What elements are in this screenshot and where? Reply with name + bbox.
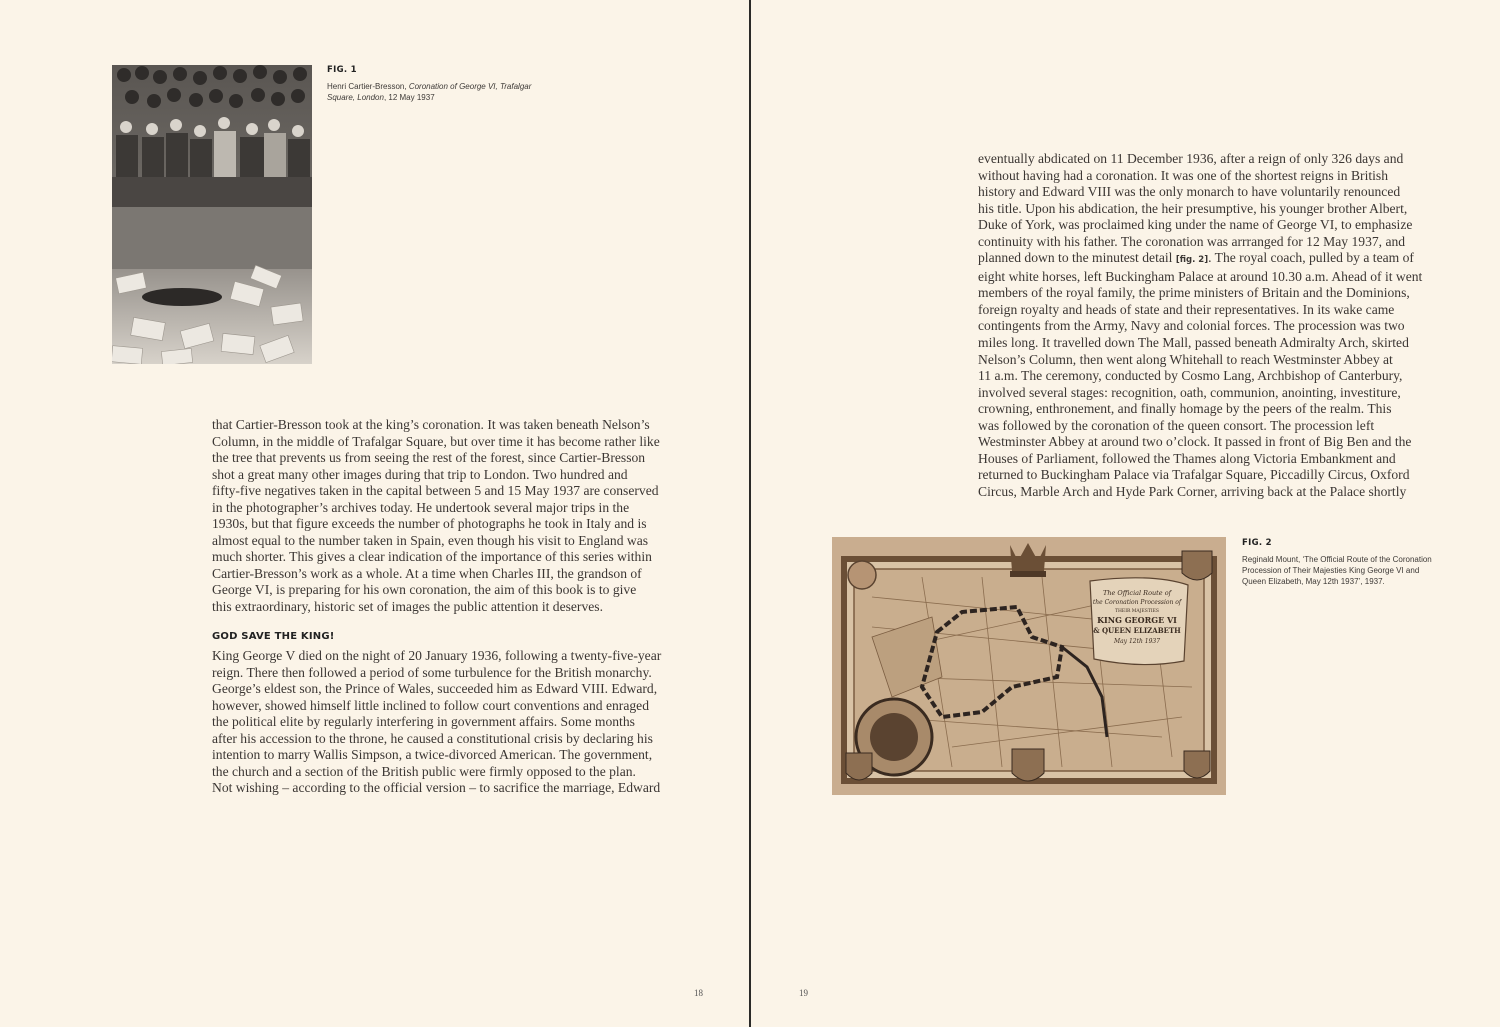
text-line: Nelson’s Column, then went along Whitehall to reach Westminster Abbey at (978, 351, 1393, 367)
coronation-crowd-photo (112, 65, 312, 364)
caption-title-line2: Square, London (327, 93, 384, 102)
text-line: that Cartier-Bresson took at the king’s coronation. It was taken beneath Nelson’s (212, 417, 650, 432)
figure-1-label: FIG. 1 (327, 65, 357, 75)
right-body-text (978, 151, 1422, 500)
page-number-right: 19 (799, 988, 808, 998)
coronation-route-map (832, 537, 1226, 795)
map-title-line-4: KING GEORGE VI (1097, 615, 1177, 625)
text-line: his title. Upon his abdication, the heir presumptive, his younger brother Albert, (978, 200, 1408, 216)
text-line: Duke of York, was proclaimed king under the name of George VI, to emphasize (978, 217, 1413, 233)
text-line: Not wishing – according to the official version – to sacrifice the marriage, Edward (212, 780, 661, 796)
text-line: King George V died on the night of 20 January 1936, following a twenty-five-year (212, 648, 662, 664)
text-line: Circus, Marble Arch and Hyde Park Corner, arriving back at the Palace shortly (978, 483, 1407, 499)
text-line: George’s eldest son, the Prince of Wales, succeeded him as Edward VIII. Edward, (212, 681, 658, 697)
text-line: 1930s, but that figure exceeds the number of photographs he took in Italy and is (212, 516, 647, 532)
text-line: Houses of Parliament, followed the Thames along Victoria Embankment and (978, 450, 1396, 466)
text-line: intention to marry Wallis Simpson, a twice-divorced American. The government, (212, 747, 653, 763)
caption-line-3: Queen Elizabeth, May 12th 1937’, 1937. (1242, 577, 1385, 586)
right-page (751, 0, 1500, 1027)
text-line: this extraordinary, historic set of images the public attention it deserves. (212, 599, 603, 615)
text-line: much shorter. This gives a clear indication of the importance of this series within (212, 549, 652, 565)
text-line: Westminster Abbey at around two o’clock. It passed in front of Big Ben and the (978, 434, 1412, 450)
caption-title-line1: Coronation of George VI, Trafalgar (408, 82, 532, 91)
ref-line-start: planned down to the minutest detail (978, 250, 1176, 266)
map-title-line-2: the Coronation Procession of (1092, 599, 1182, 606)
ref-line (978, 250, 1422, 269)
text-line: foreign royalty and heads of state and their representatives. In its wake came (978, 301, 1395, 317)
paragraph-procession (978, 269, 1422, 501)
text-line: the church and a section of the British public were firmly opposed to the plan. (212, 763, 636, 779)
text-line: George VI, is preparing for his own coronation, the aim of this book is to give (212, 582, 637, 598)
text-line: contingents from the Army, Navy and colonial forces. The procession was two (978, 318, 1405, 334)
text-line: the political elite by regularly interfering in government affairs. Some months (212, 714, 635, 730)
text-line: miles long. It travelled down The Mall, passed beneath Admiralty Arch, skirted (978, 335, 1409, 351)
text-line: however, showed himself little inclined to follow court conventions and enraged (212, 697, 649, 713)
text-line: returned to Buckingham Palace via Trafalgar Square, Piccadilly Circus, Oxford (978, 467, 1410, 483)
text-line: history and Edward VIII was the only monarch to have voluntarily renounced (978, 184, 1401, 200)
text-line: shot a great many other images during that trip to London. Two hundred and (212, 466, 628, 482)
paragraph-abdication (978, 151, 1422, 250)
text-line: involved several stages: recognition, oath, communion, anointing, investiture, (978, 384, 1401, 400)
text-line: without having had a coronation. It was one of the shortest reigns in British (978, 167, 1389, 183)
text-line: in the photographer’s archives today. He undertook several major trips in the (212, 499, 630, 515)
figure-1-caption (327, 81, 547, 103)
text-line: members of the royal family, the prime ministers of Britain and the Dominions, (978, 285, 1410, 301)
text-line: crowning, enthronement, and finally homage by the peers of the realm. This (978, 401, 1392, 417)
text-line: 11 a.m. The ceremony, conducted by Cosmo Lang, Archbishop of Canterbury, (978, 368, 1403, 384)
left-body-text (212, 417, 661, 797)
figure-2-label: FIG. 2 (1242, 538, 1272, 548)
ref-line-end: . The royal coach, pulled by a team of (1208, 250, 1414, 266)
text-line: reign. There then followed a period of some turbulence for the British monarchy. (212, 664, 652, 680)
paragraph-god-save-the-king (212, 648, 661, 797)
map-illustration (832, 537, 1226, 795)
page-number-left: 18 (694, 988, 703, 998)
map-title-line-6: May 12th 1937 (1113, 638, 1161, 645)
text-line: eight white horses, left Buckingham Palace at around 10.30 a.m. Ahead of it went (978, 268, 1423, 284)
section-heading: GOD SAVE THE KING! (212, 630, 335, 642)
caption-line-1: Reginald Mount, ‘The Official Route of the Coronation (1242, 555, 1432, 564)
map-title-line-5: & QUEEN ELIZABETH (1093, 626, 1181, 635)
text-line: after his accession to the throne, he caused a constitutional crisis by declaring his (212, 730, 653, 746)
text-line: almost equal to the number taken in Spain, even though his visit to England was (212, 532, 649, 548)
text-line: Cartier-Bresson’s work as a whole. At a time when Charles III, the grandson of (212, 565, 642, 581)
map-title-line-3: THEIR MAJESTIES (1115, 609, 1159, 614)
caption-line-2: Procession of Their Majesties King George VI and (1242, 566, 1420, 575)
text-line: the tree that prevents us from seeing the rest of the forest, since Cartier-Bresson (212, 450, 646, 466)
fig-2-reference: [fig. 2] (1175, 255, 1209, 266)
paragraph-coronation-photos (212, 417, 661, 616)
caption-author: Henri Cartier-Bresson, (327, 82, 409, 91)
photo-illustration (112, 65, 312, 364)
figure-2-caption (1242, 554, 1462, 587)
text-line: Column, in the middle of Trafalgar Square, but over time it has become rather like (212, 433, 660, 449)
text-line: fifty-five negatives taken in the capital between 5 and 15 May 1937 are conserved (212, 483, 659, 499)
text-line: was followed by the coronation of the queen consort. The procession left (978, 417, 1375, 433)
text-line: continuity with his father. The coronation was arrranged for 12 May 1937, and (978, 233, 1406, 249)
map-title-line-1: The Official Route of (1102, 589, 1172, 597)
caption-date: , 12 May 1937 (383, 93, 435, 102)
text-line: eventually abdicated on 11 December 1936, after a reign of only 326 days and (978, 151, 1404, 166)
left-page (0, 0, 749, 1027)
